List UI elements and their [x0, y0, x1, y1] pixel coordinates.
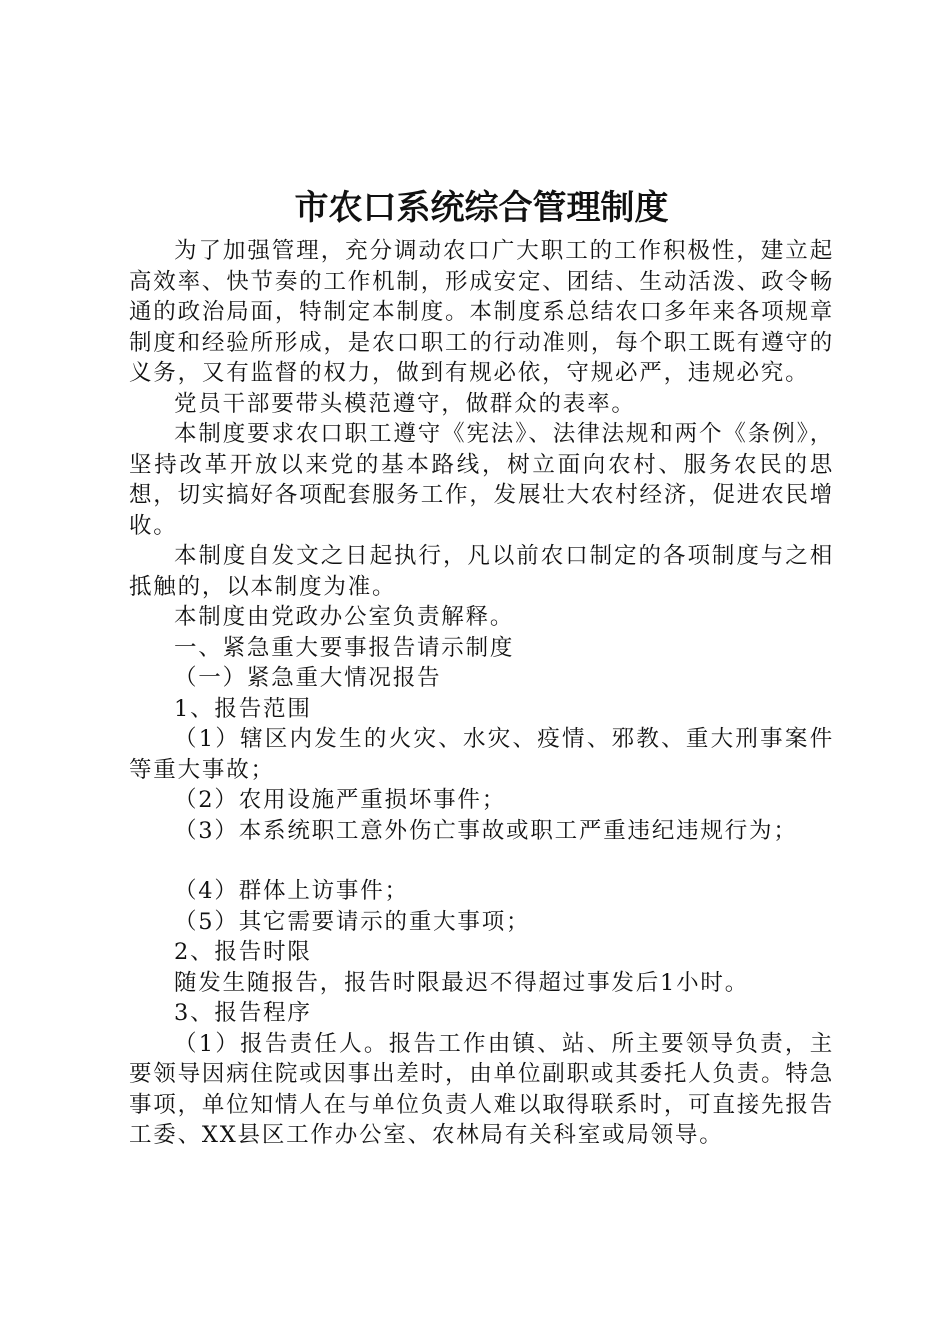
paragraph-intro: 为了加强管理，充分调动农口广大职工的工作积极性，建立起高效率、快节奏的工作机制，形成安定、团结、生动活泼、政令畅通的政治局面，特制定本制度。本制度系总结农口多年来各项规章制度和经验所形成，是农口职工的行动准则，每个职工既有遵守的义务，又有监督的权力，做到有规必依，守规必严，违规必究。: [129, 238, 834, 386]
list-item: （5）其它需要请示的重大事项；: [174, 908, 531, 935]
list-item: （4）群体上访事件；: [174, 878, 409, 904]
paragraph-requirements: 本制度要求农口职工遵守《宪法》、法律法规和两个《条例》，坚持改革开放以来党的基本路线，树立面向农村、服务农民的思想，切实搞好各项配套服务工作，发展壮大农村经济，促进农民增收。: [129, 421, 834, 539]
paragraph-effective-date: 本制度自发文之日起执行，凡以前农口制定的各项制度与之相抵触的，以本制度为准。: [129, 543, 834, 600]
list-item: （3）本系统职工意外伤亡事故或职工严重违纪违规行为；: [174, 817, 798, 844]
paragraph-interpretation: 本制度由党政办公室负责解释。: [174, 604, 515, 630]
item-heading-procedure: 3、报告程序: [174, 1000, 312, 1026]
item-heading-time-limit: 2、报告时限: [174, 939, 312, 965]
paragraph-time-limit: 随发生随报告，报告时限最迟不得超过事发后1小时。: [174, 969, 750, 996]
section-heading-1: 一、紧急重大要事报告请示制度: [174, 634, 515, 661]
subsection-heading-1: （一）紧急重大情况报告: [174, 665, 442, 691]
document-title: 市农口系统综合管理制度: [294, 188, 669, 228]
blank-line: [129, 846, 834, 876]
list-item: （1）辖区内发生的火灾、水灾、疫情、邪教、重大刑事案件等重大事故；: [129, 726, 834, 783]
paragraph-party-cadres: 党员干部要带头模范遵守，做群众的表率。: [174, 390, 636, 417]
document-body: [129, 236, 834, 1151]
list-item: （2）农用设施严重损坏事件；: [174, 787, 507, 813]
paragraph-procedure: （1）报告责任人。报告工作由镇、站、所主要领导负责，主要领导因病住院或因事出差时，由单位副职或其委托人负责。特急事项，单位知情人在与单位负责人难以取得联系时，可直接先报告工委、XX县区工作办公室、农林局有关科室或局领导。: [129, 1030, 834, 1148]
item-heading-scope: 1、报告范围: [174, 695, 312, 722]
document-page: [129, 184, 834, 1151]
